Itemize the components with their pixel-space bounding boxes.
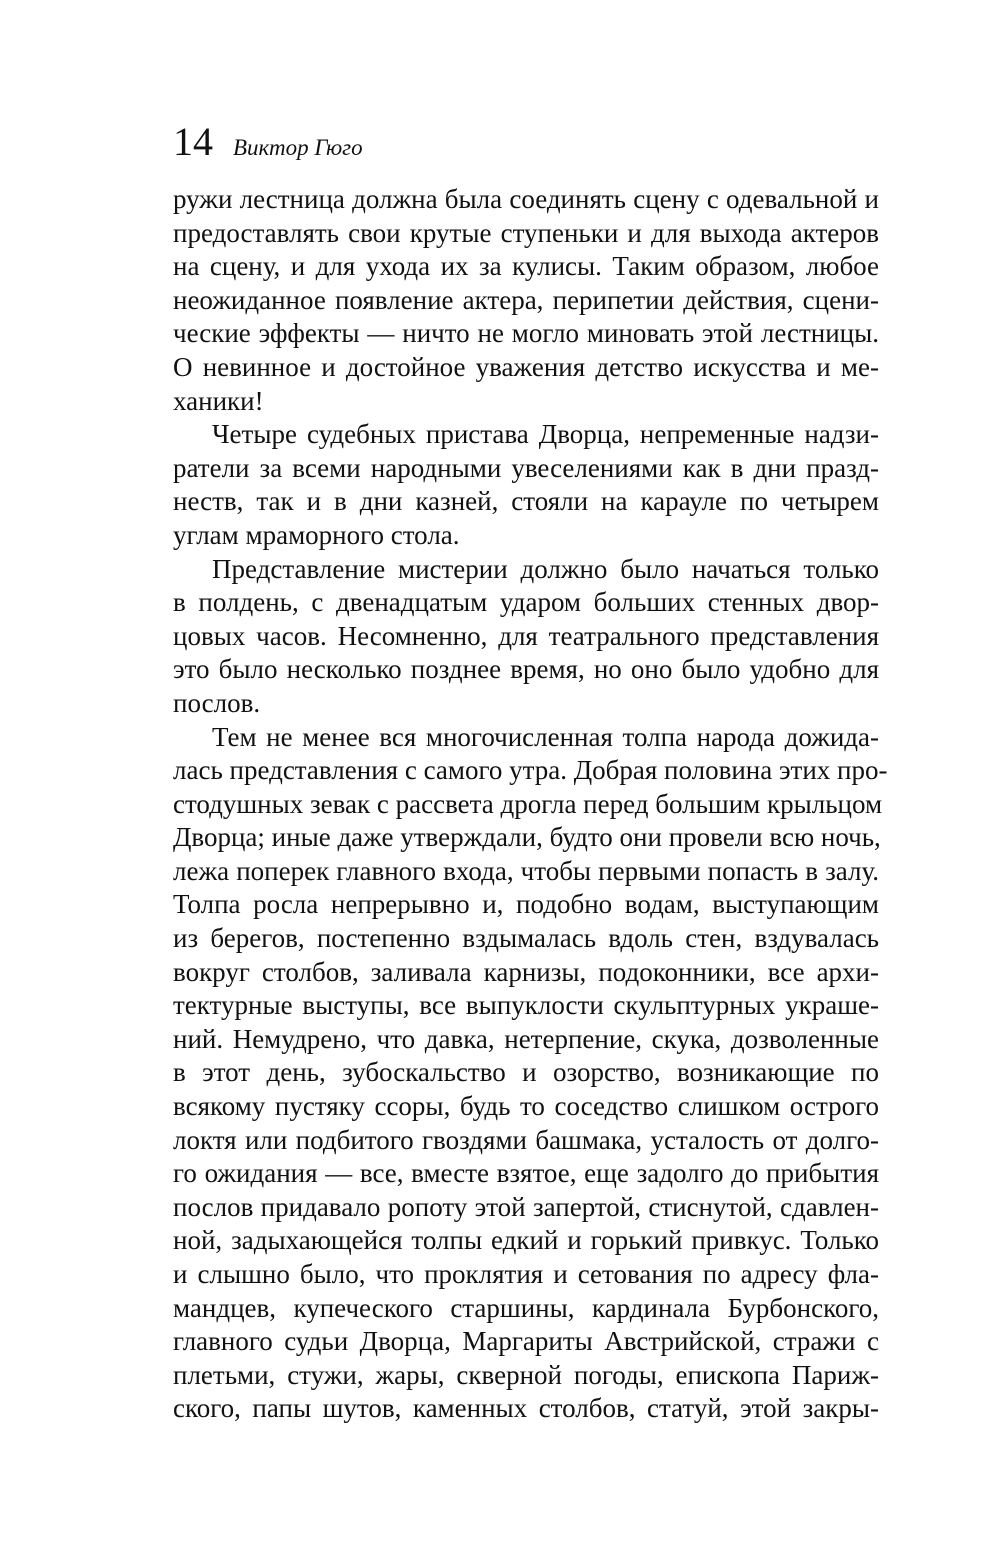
text-line: в этот день, зубоскальство и озорство, возникающие по bbox=[173, 1057, 879, 1088]
paragraph bbox=[173, 553, 879, 721]
text-line: ратели за всеми народными увеселениями как в дни празд- bbox=[173, 452, 879, 483]
text-line: Четыре судебных пристава Дворца, непременные надзи- bbox=[212, 419, 879, 450]
text-line: послов. bbox=[173, 687, 261, 718]
text-line: ний. Немудрено, что давка, нетерпение, скука, дозволенные bbox=[173, 1023, 879, 1054]
text-line: предоставлять свои крутые ступеньки и для выхода актеров bbox=[173, 217, 879, 248]
text-line: на сцену, и для ухода их за кулисы. Таким образом, любое bbox=[173, 251, 879, 282]
text-line: ского, папы шутов, каменных столбов, статуй, этой закры- bbox=[173, 1393, 879, 1424]
text-line: тектурные выступы, все выпуклости скульптурных украше- bbox=[173, 990, 879, 1021]
text-line: вокруг столбов, заливала карнизы, подоконники, все архи- bbox=[173, 956, 879, 987]
text-line: Толпа росла непрерывно и, подобно водам, выступающим bbox=[173, 889, 879, 920]
paragraph bbox=[173, 418, 879, 552]
text-line: плетьми, стужи, жары, скверной погоды, епископа Париж- bbox=[173, 1359, 879, 1390]
text-line: О невинное и достойное уважения детство искусства и ме- bbox=[173, 351, 879, 382]
text-line: локтя или подбитого гвоздями башмака, усталость от долго- bbox=[173, 1124, 879, 1155]
page-number: 14 bbox=[173, 119, 213, 164]
text-line: в полдень, с двенадцатым ударом больших стенных двор- bbox=[173, 587, 879, 618]
paragraph bbox=[173, 183, 879, 418]
body-text bbox=[173, 183, 888, 1426]
running-title: Виктор Гюго bbox=[233, 135, 363, 160]
text-line: послов придавало ропоту этой запертой, стиснутой, сдавлен- bbox=[173, 1191, 879, 1222]
text-line: ханики! bbox=[173, 385, 264, 416]
text-line: Дворца; иные даже утверждали, будто они провели всю ночь, bbox=[173, 822, 881, 853]
text-line: стодушных зевак с рассвета дрогла перед большим крыльцом bbox=[173, 788, 883, 819]
text-line: из берегов, постепенно вздымалась вдоль стен, вздувалась bbox=[173, 923, 879, 954]
text-line: неств, так и в дни казней, стояли на карауле по четырем bbox=[173, 486, 879, 517]
text-line: цовых часов. Несомненно, для театрального представления bbox=[173, 620, 879, 651]
text-line: неожиданное появление актера, перипетии действия, сцени- bbox=[173, 284, 879, 315]
text-line: всякому пустяку ссоры, будь то соседство слишком острого bbox=[173, 1091, 879, 1122]
text-line: лась представления с самого утра. Добрая половина этих про- bbox=[173, 755, 888, 786]
text-line: го ожидания — все, вместе взятое, еще задолго до прибытия bbox=[173, 1158, 879, 1189]
text-line: Тем не менее вся многочисленная толпа народа дожида- bbox=[212, 721, 879, 752]
text-line: лежа поперек главного входа, чтобы первыми попасть в залу. bbox=[173, 855, 879, 886]
text-line: это было несколько позднее время, но оно было удобно для bbox=[173, 654, 879, 685]
running-head bbox=[173, 120, 363, 164]
text-line: ружи лестница должна была соединять сцену с одевальной и bbox=[173, 184, 879, 214]
text-line: углам мраморного стола. bbox=[173, 519, 460, 550]
text-line: Представление мистерии должно было начаться только bbox=[212, 553, 879, 584]
text-line: мандцев, купеческого старшины, кардинала Бурбонского, bbox=[173, 1292, 879, 1323]
text-line: ной, задыхающейся толпы едкий и горький привкус. Только bbox=[173, 1225, 879, 1256]
text-line: ческие эффекты — ничто не могло миновать этой лестницы. bbox=[173, 318, 879, 349]
paragraph bbox=[173, 721, 888, 1426]
text-line: и слышно было, что проклятия и сетования по адресу фла- bbox=[173, 1259, 879, 1289]
text-line: главного судьи Дворца, Маргариты Австрийской, стражи с bbox=[173, 1326, 879, 1357]
